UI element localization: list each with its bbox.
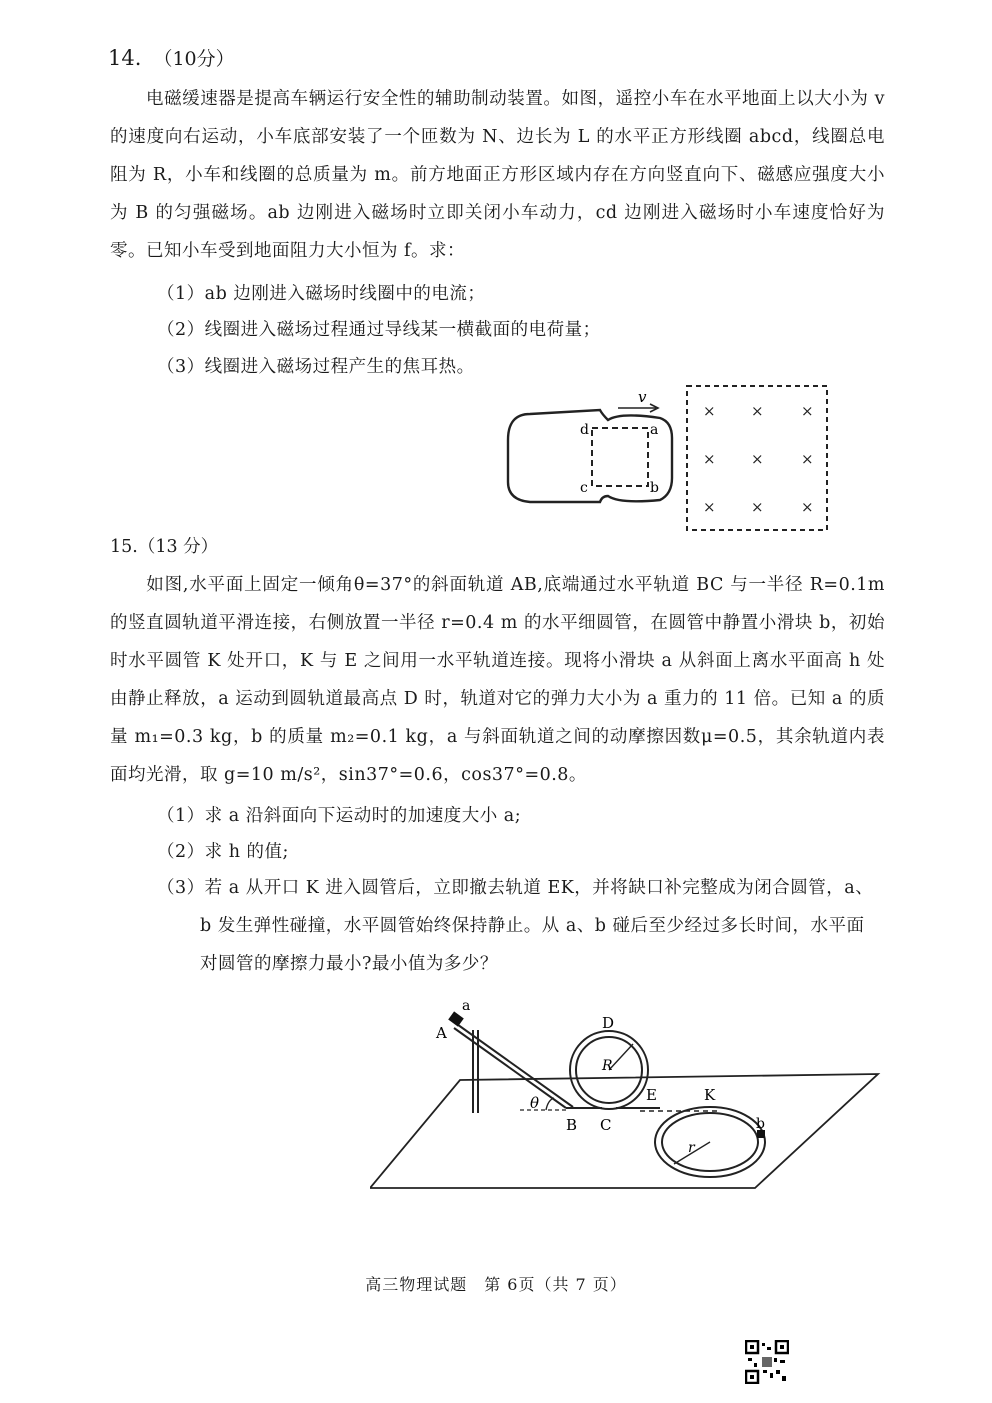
label-r: r	[688, 1140, 695, 1156]
q15-item-3: （3）若 a 从开口 K 进入圆管后，立即撤去轨道 EK，并将缺口补完整成为闭合圆管，a、b 发生弹性碰撞，水平圆管始终保持静止。从 a、b 碰后至少经过多长时间，水平面对圆管的摩擦力最小?最小值为多少？	[157, 878, 874, 974]
label-B: B	[566, 1116, 578, 1134]
coil-abcd	[592, 428, 648, 486]
q15-item-2: （2）求 h 的值;	[157, 842, 289, 862]
incline-track-bottom	[454, 1028, 566, 1108]
q15-header: 15.（13 分）	[110, 537, 219, 557]
label-R: R	[602, 1058, 613, 1074]
label-E: E	[646, 1086, 657, 1104]
page-footer: 高三物理试题 第 6页（共 7 页）	[365, 1275, 627, 1294]
field-x-3: ×	[801, 402, 814, 420]
q15-body-text: 如图,水平面上固定一倾角θ=37°的斜面轨道 AB,底端通过水平轨道 BC 与一半径 R=0.1m 的竖直圆轨道平滑连接，右侧放置一半径 r=0.4 m 的水平细圆管，在圆管中静置小滑块 b，初始时水平圆管 K 处开口，K 与 E 之间用一水平轨道连接。现将小滑块 a 从斜面上离水平面高 h 处由静止释放，a 运动到圆轨道最高点 D 时，轨道对它的弹力大小为 a 重力的 11 倍。已知 a 的质量 m₁=0.3 kg，b 的质量 m₂=0.1 kg，a 与斜面轨道之间的动摩擦因数μ=0.5，其余轨道内表面均光滑，取 g=10 m/s²，sin37°=0.6，cos37°=0.8。	[110, 575, 885, 785]
q15-figure	[370, 1000, 900, 1210]
label-c: c	[580, 480, 588, 496]
label-b: b	[650, 480, 659, 496]
ground-plane	[370, 1074, 878, 1188]
q14-number	[108, 44, 235, 71]
label-A: A	[436, 1024, 447, 1042]
label-D: D	[602, 1014, 615, 1032]
q15-item-1: （1）求 a 沿斜面向下运动时的加速度大小 a;	[157, 806, 522, 826]
label-a: a	[650, 422, 659, 438]
qr-code-icon	[745, 1340, 789, 1384]
field-x-2: ×	[751, 402, 764, 420]
field-x-7: ×	[703, 498, 716, 516]
q14-figure	[500, 382, 840, 532]
field-marks	[703, 402, 814, 516]
label-theta: θ	[530, 1094, 540, 1112]
incline-track-top	[454, 1022, 573, 1107]
q14-body	[110, 80, 885, 270]
field-x-4: ×	[703, 450, 716, 468]
q14-item-3: （3）线圈进入磁场过程产生的焦耳热。	[157, 357, 475, 377]
field-x-1: ×	[703, 402, 716, 420]
label-C: C	[600, 1116, 612, 1134]
label-a-block: a	[462, 1000, 471, 1014]
field-x-8: ×	[751, 498, 764, 516]
q15-body	[110, 566, 885, 794]
label-v: v	[638, 388, 647, 406]
field-x-5: ×	[751, 450, 764, 468]
q14-item-2: （2）线圈进入磁场过程通过导线某一横截面的电荷量；	[157, 320, 601, 340]
label-b-block: b	[756, 1116, 765, 1132]
q14-number-text: 14.	[108, 46, 142, 70]
q14-body-text: 电磁缓速器是提高车辆运行安全性的辅助制动装置。如图，遥控小车在水平地面上以大小为 v 的速度向右运动，小车底部安装了一个匝数为 N、边长为 L 的水平正方形线圈 abcd，线圈总电阻为 R，小车和线圈的总质量为 m。前方地面正方形区域内存在方向竖直向下、磁感应强度大小为 B 的匀强磁场。ab 边刚进入磁场时立即关闭小车动力，cd 边刚进入磁场时小车速度恰好为零。已知小车受到地面阻力大小恒为 f。求：	[110, 89, 885, 261]
label-K: K	[704, 1086, 716, 1104]
field-x-6: ×	[801, 450, 814, 468]
label-d: d	[580, 422, 589, 438]
q14-item-1: （1）ab 边刚进入磁场时线圈中的电流；	[157, 284, 486, 304]
radius-R	[609, 1044, 633, 1070]
q14-score: （10分）	[153, 48, 235, 70]
field-x-9: ×	[801, 498, 814, 516]
